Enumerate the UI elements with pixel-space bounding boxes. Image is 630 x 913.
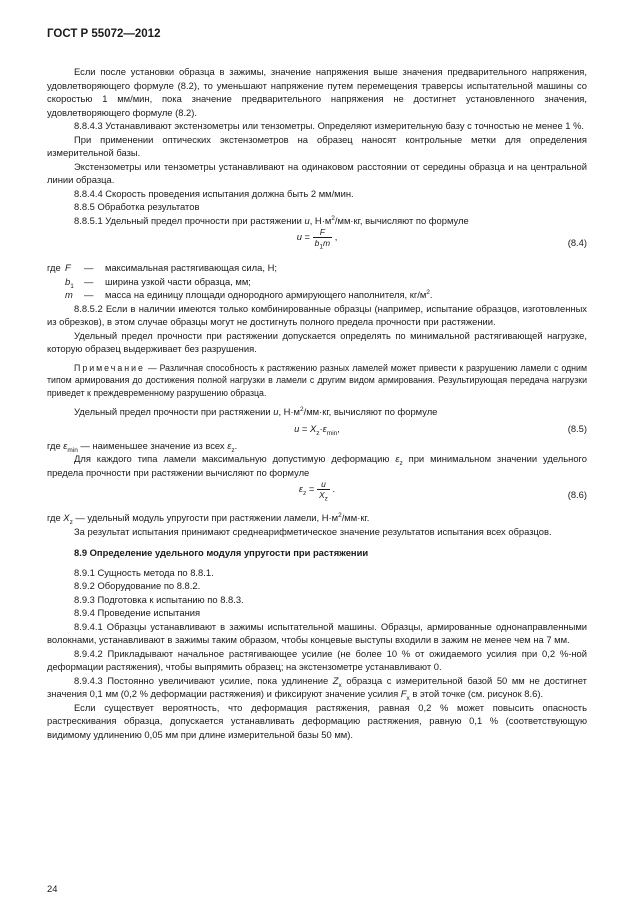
note: Примечание — Различная способность к растяжению разных ламелей может привести к разрушению ламели с одним типом армирования до достижения полной нагрузки в ламели с другим видом армирования. Результирующая передача нагрузки приведет к преждевременному разрушению образца. [47,362,587,398]
formula-8-5: $u = X_z\cdot\varepsilon_{min}$, (8.5) [294,422,587,437]
paragraph: 8.8.4.4 Скорость проведения испытания должна быть 2 мм/мин. [74,187,354,199]
paragraph: 8.9.1 Сущность метода по 8.8.1. [74,566,214,578]
definition-item: $b_1$ — ширина узкой части образца, мм; [65,275,251,290]
definition-item: m — масса на единицу площади однородного армирующего наполнителя, $кг/м^2$. [65,288,433,300]
formula-number: (8.5) [567,422,587,434]
paragraph: где $\varepsilon_{min}$ — наименьшее значение из всех $\varepsilon_z$. [47,439,238,454]
paragraph: 8.8.5.1 Удельный предел прочности при растяжении u, $Н\cdot м^2/мм\cdot кг$, вычисляют по формуле [74,214,469,226]
definition-item: где F — максимальная растягивающая сила, Н; [47,262,277,273]
formula-8-6: $\varepsilon_z$ = $\frac{u}{X_z}$ . (8.6) [298,479,587,503]
formula-number: (8.6) [567,489,587,501]
paragraph: За результат испытания принимают среднеарифметическое значение результатов испытания всех образцов. [74,525,552,537]
paragraph: 8.9.3 Подготовка к испытанию по 8.8.3. [74,593,244,605]
paragraph: Для каждого типа ламели максимальную допустимую деформацию $\varepsilon_z$ при минимальном значении удельного предела прочности при растяжении вычисляют по формуле [47,453,587,478]
paragraph: Экстензометры или тензометры устанавливают на одинаковом расстоянии от середины образца и на центральной линии образца. [47,160,587,185]
paragraph: 8.8.5.2 Если в наличии имеются только комбинированные образцы (например, испытание образцов, изготовленных из обрезков), в этом случае образцы могут не достигнуть полного предела прочности при растяжении. [47,302,587,327]
paragraph: 8.9.4.3 Постоянно увеличивают усилие, пока удлинение $Z_x$ образца с измерительной базой 50 мм не достигнет значения 0,1 мм (0,2 % деформации растяжения) и фиксируют значение усилия $F_x$ в этой точке (см. рисунок 8.6). [47,674,587,703]
subsection-heading: 8.8.5 Обработка результатов [74,201,200,212]
paragraph: 8.9.4.2 Прикладывают начальное растягивающее усилие (не более 10 % от ожидаемого усилия при 0,2 %-ной деформации растяжения), чтобы выпрямить образец; на экстензометре устанавливают 0. [47,647,587,673]
formula-number: (8.4) [567,237,587,248]
paragraph: Если после установки образца в зажимы, значение напряжения выше значения предварительного напряжения, удовлетворяющего формуле (8.2), то уменьшают напряжение путем перемещения траверсы испытательной машины со скоростью 1 мм/мин, пока значение предварительного напряжения не достигнет установленного значения, удовлетворяющего формуле (8.2). [47,66,587,118]
paragraph: 8.9.2 Оборудование по 8.8.2. [74,580,201,592]
definitions-list [47,261,587,302]
paragraph: 8.9.4.1 Образцы устанавливают в зажимы испытательной машины. Образцы, армированные однонаправленными волокнами, устанавливают в зажимы таким образом, чтобы концевые выступы входили в зажим не менее чем на 7 мм. [47,620,587,646]
paragraph: где $X_z$ — удельный модуль упругости при растяжении ламели, $Н\cdot м^2/мм\cdot кг$. [47,512,370,527]
page-header: ГОСТ Р 55072—2012 [47,28,161,40]
page-content [47,65,587,741]
paragraph: Если существует вероятность, что деформация растяжения, равная 0,2 % может повысить опасность растрескивания образца, допускается устанавливать деформацию растяжения, равную 0,1 % (соответствующую видимому удлинению 0,05 мм при длине измерительной базы 50 мм). [47,701,587,740]
paragraph: Удельный предел прочности при растяжении допускается определять по минимальной растягивающей нагрузке, которую образец выдерживает без разрушения. [47,329,587,354]
formula-8-4: u = $\frac{F}{b_1m}$ , (8.4) [296,227,587,251]
section-heading: 8.9 Определение удельного модуля упругости при растяжении [74,547,369,559]
paragraph: 8.9.4 Проведение испытания [74,607,201,619]
paragraph: Удельный предел прочности при растяжении u, $Н\cdot м^2/мм\cdot кг$, вычисляют по формуле [74,406,438,418]
page-number: 24 [47,883,58,894]
paragraph: 8.8.4.3 Устанавливают экстензометры или тензометры. Определяют измерительную базу с точностью не менее 1 %. [74,120,585,131]
paragraph: При применении оптических экстензометров на образец наносят контрольные метки для определения измерительной базы. [47,133,587,158]
